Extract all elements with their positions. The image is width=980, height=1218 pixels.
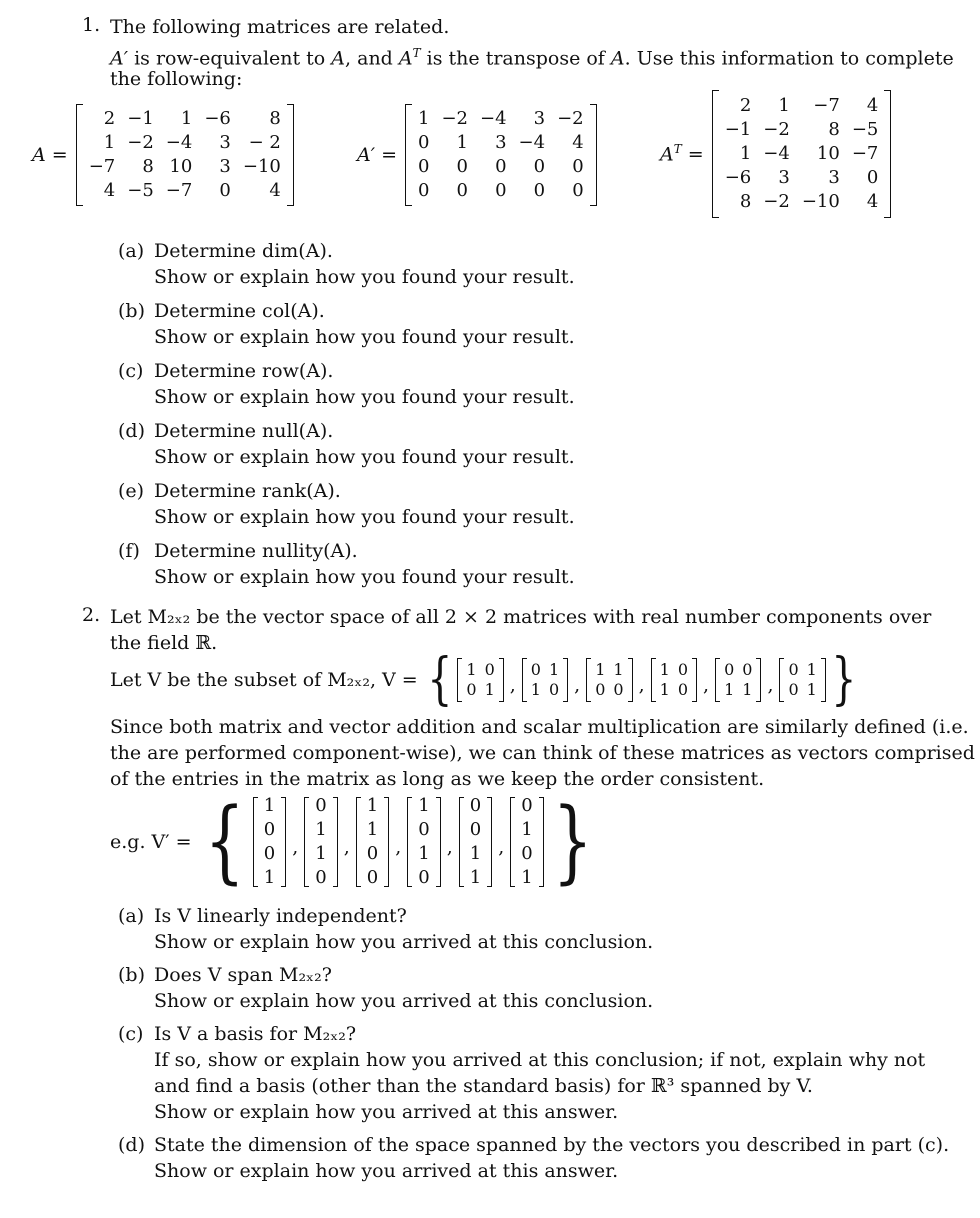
problem-2-part-a — [118, 903, 654, 953]
matrix-a-transpose-entry: 8 — [828, 119, 840, 140]
matrix-a-prime-row — [412, 131, 590, 155]
column-vector — [356, 794, 389, 890]
matrix-a-transpose-entry: −7 — [813, 95, 840, 116]
set-matrix-entry: 0 — [677, 660, 689, 679]
part-label: (e) — [118, 480, 145, 502]
vector-entry: 1 — [263, 795, 276, 816]
matrix-a-transpose — [660, 90, 891, 218]
matrix-a-transpose-label: $A^T$ = — [660, 142, 704, 166]
matrix-a-transpose-entry: 1 — [778, 95, 790, 116]
set-matrix-entry: 0 — [595, 680, 606, 699]
part-label: (b) — [118, 300, 145, 322]
vector-entry: 0 — [469, 795, 482, 816]
vector-entry: 1 — [469, 867, 482, 888]
left-brace: { — [204, 789, 245, 894]
part-label: (f) — [118, 540, 140, 562]
matrix-a-entry: −7 — [88, 156, 116, 177]
matrix-a-label: A = — [32, 144, 68, 166]
matrix-a-prime-entry: 1 — [418, 108, 430, 129]
matrix-a-transpose-entry: 4 — [866, 95, 879, 116]
set-matrix-entry: 1 — [484, 680, 495, 699]
matrix-a-transpose-row — [719, 166, 885, 190]
part-question: Does V span M₂ₓ₂? — [154, 964, 332, 986]
matrix-a-entry: −4 — [165, 132, 193, 153]
part-label: (b) — [118, 964, 145, 986]
vector-entry: 0 — [366, 867, 379, 888]
matrix-a-entry: −7 — [165, 180, 193, 201]
problem-2-part-b — [118, 962, 654, 1012]
matrix-a — [32, 104, 294, 206]
problem-1-part-b — [118, 298, 575, 348]
vector-entry: 0 — [418, 819, 430, 840]
matrix-a-transpose-row — [719, 118, 885, 142]
set-v-prime-label: e.g. V′ = — [110, 831, 192, 853]
matrix-a-entry: −5 — [127, 180, 154, 201]
vector-entry: 0 — [469, 819, 482, 840]
matrix-a-transpose-entry: 4 — [866, 191, 879, 212]
vector-entry: 1 — [469, 843, 482, 864]
matrix-a-transpose-entry: −2 — [763, 191, 790, 212]
matrix-a-prime-row — [412, 107, 590, 131]
matrix-a-transpose-entry: 1 — [739, 143, 752, 164]
vector-entry: 0 — [315, 795, 327, 816]
part-label: (c) — [118, 1023, 144, 1045]
set-matrix-entry: 1 — [724, 680, 735, 699]
vector-entry: 0 — [521, 795, 533, 816]
problem-1-intro-line2: A′ is row-equivalent to A, and $A^T$ is the transpose of A. Use this information to complete — [110, 46, 954, 70]
part-question: Determine rank(A). — [154, 480, 341, 502]
vector-entry: 1 — [366, 795, 379, 816]
set-v-label: Let V be the subset of M₂ₓ₂, V = — [110, 669, 418, 691]
part-label: (c) — [118, 360, 144, 382]
matrix-a-entry: −2 — [127, 132, 154, 153]
matrix-a-prime-entry: 0 — [418, 180, 430, 201]
column-vector — [253, 794, 286, 890]
matrix-a-entry: 8 — [269, 108, 281, 129]
matrix-a-transpose-row — [719, 190, 885, 214]
matrix-a-entry: −1 — [127, 108, 154, 129]
set-matrix-entry: 0 — [530, 660, 541, 679]
set-matrix-entry: 1 — [613, 660, 624, 679]
right-brace: } — [552, 789, 593, 894]
column-vector — [459, 794, 492, 890]
part-instruction: Show or explain how you arrived at this answer. — [154, 1160, 619, 1182]
vector-entry: 1 — [315, 819, 327, 840]
vector-entry: 0 — [521, 843, 533, 864]
matrix-a-row — [83, 131, 287, 155]
set-matrix — [586, 658, 632, 702]
matrix-a-prime-row — [412, 155, 590, 179]
vector-entry: 0 — [263, 819, 276, 840]
set-matrix-entry: 1 — [466, 660, 477, 679]
part-instruction: and find a basis (other than the standard basis) for ℝ³ spanned by V. — [154, 1075, 813, 1097]
vector-entry: 0 — [366, 843, 379, 864]
column-vector — [407, 794, 440, 890]
set-matrix — [522, 658, 568, 702]
matrix-a-prime-entry: 0 — [495, 156, 507, 177]
part-instruction: Show or explain how you arrived at this conclusion. — [154, 931, 654, 953]
set-matrix — [715, 658, 761, 702]
set-matrix-entry: 0 — [724, 660, 735, 679]
set-matrix — [651, 658, 697, 702]
matrix-a-transpose-entry: −2 — [763, 119, 790, 140]
matrix-a-prime-entry: −2 — [557, 108, 584, 129]
part-question: State the dimension of the space spanned by the vectors you described in part (c). — [154, 1134, 950, 1156]
set-matrix-entry: 1 — [659, 660, 670, 679]
problem-1-part-e — [118, 478, 575, 528]
part-label: (d) — [118, 420, 145, 442]
set-v-prime: e.g. V′ = { 1 0 0 1 , 0 1 1 0 , 1 1 0 0 , 1 0 1 0 , 0 0 1 1 , 0 1 0 1 } — [110, 789, 593, 894]
matrix-a-row — [83, 179, 287, 203]
part-instruction: Show or explain how you found your result. — [154, 446, 575, 468]
part-question: Is V linearly independent? — [154, 905, 407, 927]
part-question: Determine dim(A). — [154, 240, 333, 262]
set-matrix-entry: 1 — [742, 680, 753, 699]
matrix-a-prime-label: A′ = — [357, 144, 397, 166]
matrix-a-row — [83, 107, 287, 131]
problem-1-intro-line3: the following: — [110, 68, 243, 90]
set-matrix-entry: 0 — [788, 680, 799, 699]
part-question: Determine col(A). — [154, 300, 325, 322]
set-matrix — [779, 658, 825, 702]
matrix-a-transpose-entry: 0 — [866, 167, 879, 188]
matrix-a-transpose-entry: −6 — [724, 167, 752, 188]
matrix-a-prime — [357, 104, 597, 206]
matrix-a-prime-entry: 4 — [572, 132, 584, 153]
part-instruction: Show or explain how you arrived at this answer. — [154, 1101, 619, 1123]
set-matrix-entry: 0 — [742, 660, 753, 679]
matrix-a-transpose-entry: 2 — [739, 95, 752, 116]
vector-entry: 1 — [315, 843, 327, 864]
problem-2-line2: the field ℝ. — [110, 632, 218, 654]
set-matrix-entry: 0 — [788, 660, 799, 679]
set-matrix — [457, 658, 503, 702]
part-question: Is V a basis for M₂ₓ₂? — [154, 1023, 357, 1045]
matrix-a-entry: 3 — [219, 156, 231, 177]
matrix-a-prime-entry: 3 — [495, 132, 507, 153]
matrix-a-prime-entry: 0 — [418, 132, 430, 153]
vector-entry: 1 — [418, 843, 430, 864]
matrix-a-prime-entry: 0 — [495, 180, 507, 201]
matrix-a-transpose-entry: 3 — [828, 167, 840, 188]
part-instruction: If so, show or explain how you arrived at this conclusion; if not, explain why not — [154, 1049, 926, 1071]
set-matrix-entry: 1 — [530, 680, 541, 699]
problem-1-number: 1. — [82, 14, 101, 36]
matrix-a-entry: 1 — [180, 108, 193, 129]
matrix-a-transpose-entry: −5 — [851, 119, 879, 140]
problem-2-para1: Since both matrix and vector addition and scalar multiplication are similarly defined (i.e. — [110, 716, 969, 738]
problem-1-part-c — [118, 358, 575, 408]
matrix-a-transpose-row — [719, 142, 885, 166]
part-question: Determine null(A). — [154, 420, 334, 442]
problem-1-part-f — [118, 538, 575, 588]
part-question: Determine row(A). — [154, 360, 334, 382]
matrix-a-entry: 1 — [103, 132, 116, 153]
matrix-a-prime-entry: −4 — [518, 132, 546, 153]
matrix-a-prime-entry: −2 — [441, 108, 468, 129]
problem-1-part-a — [118, 238, 575, 288]
matrix-a-entry: 10 — [169, 156, 193, 177]
matrix-a-entry: 4 — [103, 180, 116, 201]
part-question: Determine nullity(A). — [154, 540, 358, 562]
matrix-a-transpose-entry: −10 — [801, 191, 840, 212]
part-label: (d) — [118, 1134, 145, 1156]
matrix-a-transpose-entry: −4 — [763, 143, 790, 164]
set-matrix-entry: 1 — [595, 660, 606, 679]
set-matrix-entry: 1 — [806, 660, 817, 679]
set-matrix-entry: 1 — [548, 660, 560, 679]
matrix-a-entry: − 2 — [248, 132, 281, 153]
matrix-a-prime-entry: 1 — [456, 132, 468, 153]
matrix-a-prime-entry: 0 — [533, 180, 546, 201]
matrix-a-entry: 4 — [269, 180, 281, 201]
matrix-a-entry: 0 — [219, 180, 231, 201]
matrix-a-transpose-entry: 8 — [739, 191, 752, 212]
set-matrix-entry: 1 — [659, 680, 670, 699]
part-label: (a) — [118, 905, 145, 927]
vector-entry: 0 — [418, 867, 430, 888]
matrix-a-prime-entry: 3 — [533, 108, 546, 129]
column-vector — [510, 794, 543, 890]
matrix-a-prime-entry: −4 — [480, 108, 507, 129]
matrix-a-entry: −6 — [204, 108, 231, 129]
matrix-a-prime-entry: 0 — [572, 180, 584, 201]
vector-entry: 0 — [315, 867, 327, 888]
vector-entry: 1 — [418, 795, 430, 816]
part-instruction: Show or explain how you found your result. — [154, 266, 575, 288]
matrix-a-prime-entry: 0 — [418, 156, 430, 177]
matrix-a-row — [83, 155, 287, 179]
problem-1-part-d — [118, 418, 575, 468]
matrix-a-transpose-entry: 3 — [778, 167, 790, 188]
vector-entry: 0 — [263, 843, 276, 864]
matrix-a-transpose-entry: −7 — [851, 143, 879, 164]
matrix-a-entry: −10 — [242, 156, 281, 177]
vector-entry: 1 — [366, 819, 379, 840]
left-brace: { — [427, 647, 453, 712]
part-instruction: Show or explain how you found your result. — [154, 326, 575, 348]
vector-entry: 1 — [263, 867, 276, 888]
right-brace: } — [831, 647, 857, 712]
part-instruction: Show or explain how you found your result. — [154, 506, 575, 528]
set-matrix-entry: 0 — [484, 660, 495, 679]
problem-2-number: 2. — [82, 604, 101, 626]
set-matrix-entry: 0 — [548, 680, 560, 699]
column-vector — [304, 794, 337, 890]
part-instruction: Show or explain how you found your result. — [154, 566, 575, 588]
part-instruction: Show or explain how you found your result. — [154, 386, 575, 408]
matrix-a-prime-row — [412, 179, 590, 203]
matrix-a-entry: 8 — [142, 156, 154, 177]
matrix-a-prime-entry: 0 — [456, 180, 468, 201]
set-matrix-entry: 0 — [466, 680, 477, 699]
matrix-a-entry: 2 — [103, 108, 116, 129]
set-matrix-entry: 0 — [613, 680, 624, 699]
matrix-a-transpose-row — [719, 94, 885, 118]
problem-2-para2: the are performed component-wise), we can think of these matrices as vectors comprised — [110, 742, 975, 764]
part-instruction: Show or explain how you arrived at this conclusion. — [154, 990, 654, 1012]
matrix-a-transpose-entry: −1 — [724, 119, 752, 140]
problem-2-part-c — [118, 1021, 926, 1123]
set-v: Let V be the subset of M₂ₓ₂, V = { 1 0 0 1 , 0 1 1 0 , 1 1 0 0 , 1 0 1 0 , 0 0 1 1 , 0 1 0 1 } — [110, 647, 857, 712]
matrix-a-entry: 3 — [219, 132, 231, 153]
matrix-a-prime-entry: 0 — [572, 156, 584, 177]
part-label: (a) — [118, 240, 145, 262]
matrix-a-prime-entry: 0 — [533, 156, 546, 177]
vector-entry: 1 — [521, 819, 533, 840]
matrix-a-prime-entry: 0 — [456, 156, 468, 177]
problem-2-part-d — [118, 1132, 950, 1182]
vector-entry: 1 — [521, 867, 533, 888]
problem-2-line1: Let M₂ₓ₂ be the vector space of all 2 × 2 matrices with real number components over — [110, 606, 932, 628]
problem-1-intro-line1: The following matrices are related. — [110, 16, 450, 38]
matrix-a-transpose-entry: 10 — [816, 143, 840, 164]
set-matrix-entry: 0 — [677, 680, 689, 699]
problem-2-para3: of the entries in the matrix as long as we keep the order consistent. — [110, 768, 765, 790]
set-matrix-entry: 1 — [806, 680, 817, 699]
